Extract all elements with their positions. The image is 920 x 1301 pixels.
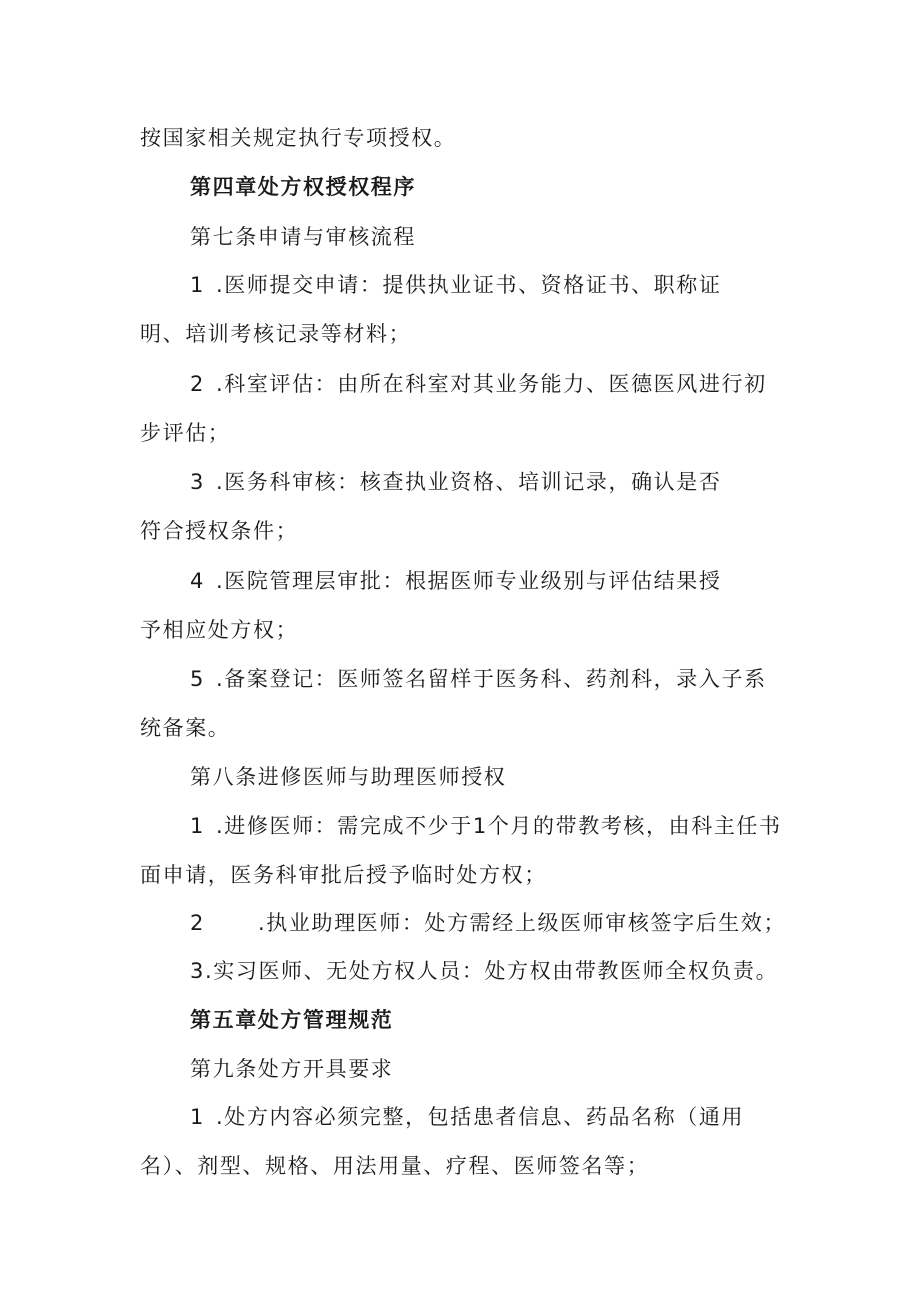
item-text: .处方内容必须完整，包括患者信息、药品名称（通用: [216, 1105, 745, 1129]
article-8-item-1-line-2: 面申请，医务科审批后授予临时处方权；: [140, 863, 547, 887]
item-text: .备案登记：医师签名留样于医务科、药剂科，录入子系: [216, 667, 767, 691]
article-7-item-1-line-1: [190, 271, 721, 299]
article-7-item-5-line-1: [190, 665, 767, 693]
item-text: .医院管理层审批：根据医师专业级别与评估结果授: [216, 569, 722, 593]
article-7-item-5-line-2: 统备案。: [140, 716, 231, 740]
item-text: .医师提交申请：提供执业证书、资格证书、职称证: [216, 273, 722, 297]
article-7-heading: 第七条申请与审核流程: [190, 225, 416, 249]
article-8-item-3-line-1: [190, 957, 778, 985]
article-8-heading: 第八条进修医师与助理医师授权: [190, 765, 507, 789]
item-number: 3: [190, 470, 205, 494]
article-7-item-2-line-2: 步评估；: [140, 421, 231, 445]
item-number: 3.: [190, 959, 214, 983]
item-number: 4: [190, 569, 205, 593]
item-number: 1: [190, 273, 205, 297]
item-number: 2: [190, 372, 205, 396]
article-7-item-3-line-1: [190, 468, 721, 496]
item-number: 2: [190, 911, 205, 935]
item-text: .执业助理医师：处方需经上级医师审核签字后生效；: [258, 911, 787, 935]
article-7-item-2-line-1: [190, 370, 767, 398]
article-7-item-3-line-2: 符合授权条件；: [140, 519, 299, 543]
chapter-5-heading: 第五章处方管理规范: [190, 1008, 394, 1032]
item-number: 1: [190, 1105, 205, 1129]
item-text: 实习医师、无处方权人员：处方权由带教医师全权负责。: [213, 959, 779, 983]
item-number: 1: [190, 814, 205, 838]
intro-tail-text: 按国家相关规定执行专项授权。: [140, 126, 457, 150]
article-9-item-1-line-1: [190, 1103, 744, 1131]
article-8-item-1-line-1: [190, 812, 782, 840]
item-text: .科室评估：由所在科室对其业务能力、医德医风进行初: [216, 372, 767, 396]
article-7-item-4-line-1: [190, 567, 721, 595]
item-text: .医务科审核：核查执业资格、培训记录，确认是否: [216, 470, 722, 494]
chapter-4-heading: 第四章处方权授权程序: [190, 175, 416, 199]
article-9-item-1-line-2: 名）、剂型、规格、用法用量、疗程、医师签名等；: [140, 1154, 650, 1178]
item-text: .进修医师：需完成不少于1个月的带教考核，由科主任书: [216, 814, 782, 838]
item-number: 5: [190, 667, 205, 691]
article-8-item-2-line-1: [190, 909, 786, 937]
article-7-item-4-line-2: 予相应处方权；: [140, 618, 299, 642]
article-7-item-1-line-2: 明、培训考核记录等材料；: [140, 322, 412, 346]
article-9-heading: 第九条处方开具要求: [190, 1057, 394, 1081]
